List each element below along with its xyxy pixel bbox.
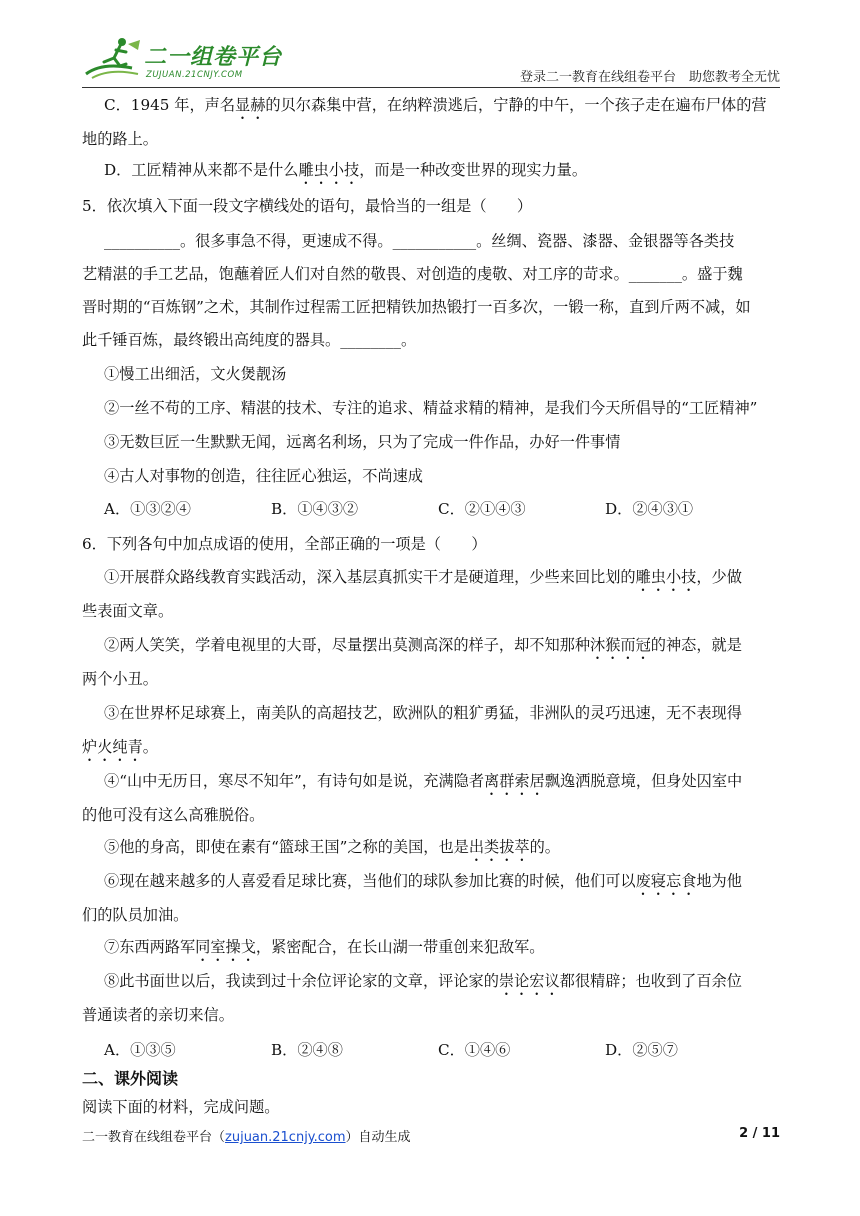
q6-item-5: ⑤他的身高，即使在素有“篮球王国”之称的美国，也是出类拔萃的。 <box>104 838 560 856</box>
q4-option-c-cont: 地的路上。 <box>82 130 158 148</box>
q5-option-a[interactable]: A．①③②④ <box>104 500 191 518</box>
dotted-idiom: 雕虫小技 <box>635 568 697 586</box>
q5-option-c[interactable]: C．②①④③ <box>438 500 526 518</box>
dotted-idiom: 炉火纯青 <box>82 738 143 756</box>
runner-logo-icon <box>82 34 144 82</box>
q6-item-1: ①开展群众路线教育实践活动，深入基层真抓实干才是硬道理，少些来回比划的雕虫小技，少做 <box>104 568 742 586</box>
q5-sentence-1: ①慢工出细活，文火煲靓汤 <box>104 365 287 383</box>
q6-stem: 6．下列各句中加点成语的使用，全部正确的一项是（ ） <box>82 535 487 553</box>
logo-url: ZUJUAN.21CNJY.COM <box>146 70 243 80</box>
q4-option-d: D．工匠精神从来都不是什么雕虫小技，而是一种改变世界的现实力量。 <box>104 161 587 179</box>
q6-item-8-cont: 普通读者的亲切来信。 <box>82 1006 234 1024</box>
header-divider <box>82 87 780 88</box>
dotted-idiom: 显赫 <box>235 96 266 114</box>
page-header <box>82 30 780 88</box>
q6-item-3: ③在世界杯足球赛上，南美队的高超技艺，欧洲队的粗犷勇猛，非洲队的灵巧迅速，无不表现得 <box>104 704 742 722</box>
dotted-idiom: 雕虫小技 <box>298 161 360 179</box>
dotted-idiom: 废寝忘食 <box>635 872 697 890</box>
q5-sentence-2: ②一丝不苟的工序、精湛的技术、专注的追求、精益求精的精神，是我们今天所倡导的“工匠精神” <box>104 399 758 417</box>
dotted-idiom: 离群索居 <box>484 772 545 790</box>
q5-passage-line: 此千锤百炼，最终锻出高纯度的器具。________。 <box>82 331 417 349</box>
q5-options <box>104 499 780 519</box>
header-slogan: 登录二一教育在线组卷平台 助您教考全无忧 <box>519 70 780 85</box>
q6-options <box>104 1040 780 1060</box>
q5-passage-line: 晋时期的“百炼钢”之术，其制作过程需工匠把精铁加热锻打一百多次，一锻一称，直到斤两不减，如 <box>82 298 751 316</box>
q6-option-d[interactable]: D．②⑤⑦ <box>605 1041 678 1059</box>
q6-item-6: ⑥现在越来越多的人喜爱看足球比赛，当他们的球队参加比赛的时候，他们可以废寝忘食地为他 <box>104 872 742 890</box>
dotted-idiom: 崇论宏议 <box>498 972 560 990</box>
q5-passage-line: __________。很多事急不得，更速成不得。___________。丝绸、瓷器、漆器、金银器等各类技 <box>104 232 735 250</box>
platform-logo[interactable] <box>82 30 282 84</box>
q6-option-b[interactable]: B．②④⑧ <box>271 1041 343 1059</box>
q6-item-8: ⑧此书面世以后，我读到过十余位评论家的文章，评论家的崇论宏议都很精辟；也收到了百余位 <box>104 972 742 990</box>
dotted-idiom: 出类拔萃 <box>468 838 530 856</box>
q6-item-6-cont: 们的队员加油。 <box>82 906 189 924</box>
q6-item-1-cont: 些表面文章。 <box>82 602 174 620</box>
page-number: 2 / 11 <box>739 1126 780 1141</box>
q4-option-c: C．1945 年，声名显赫的贝尔森集中营，在纳粹溃逃后，宁静的中午，一个孩子走在遍布尸体的营 <box>104 96 767 114</box>
q6-item-2-cont: 两个小丑。 <box>82 670 158 688</box>
logo-name: 二一组卷平台 <box>144 45 283 70</box>
q6-option-c[interactable]: C．①④⑥ <box>438 1041 511 1059</box>
dotted-idiom: 同室操戈 <box>195 938 256 956</box>
q6-item-4-cont: 的他可没有这么高雅脱俗。 <box>82 806 265 824</box>
footer-link[interactable]: zujuan.21cnjy.com <box>225 1130 346 1145</box>
section-intro: 阅读下面的材料，完成问题。 <box>82 1098 280 1116</box>
dotted-idiom: 沐猴而冠 <box>590 636 651 654</box>
q6-item-7: ⑦东西两路军同室操戈，紧密配合，在长山湖一带重创来犯敌军。 <box>104 938 545 956</box>
q5-option-b[interactable]: B．①④③② <box>271 500 359 518</box>
q6-item-3-cont: 炉火纯青。 <box>82 738 158 756</box>
q6-option-a[interactable]: A．①③⑤ <box>104 1041 176 1059</box>
section-title: 二、课外阅读 <box>82 1069 179 1088</box>
page-footer-source: 二一教育在线组卷平台（zujuan.21cnjy.com）自动生成 <box>82 1130 411 1145</box>
q5-passage-line: 艺精湛的手工艺品，饱蘸着匠人们对自然的敬畏、对创造的虔敬、对工序的苛求。_______。盛于魏 <box>82 265 743 283</box>
q5-stem: 5．依次填入下面一段文字横线处的语句，最恰当的一组是（ ） <box>82 197 533 215</box>
q5-sentence-3: ③无数巨匠一生默默无闻，远离名利场，只为了完成一件作品，办好一件事情 <box>104 433 621 451</box>
q6-item-4: ④“山中无历日，寒尽不知年”，有诗句如是说，充满隐者离群索居飘逸洒脱意境，但身处囚室中 <box>104 772 743 790</box>
q5-option-d[interactable]: D．②④③① <box>605 500 694 518</box>
q5-sentence-4: ④古人对事物的创造，往往匠心独运，不尚速成 <box>104 467 423 485</box>
q6-item-2: ②两人笑笑，学着电视里的大哥，尽量摆出莫测高深的样子，却不知那种沐猴而冠的神态，就是 <box>104 636 742 654</box>
